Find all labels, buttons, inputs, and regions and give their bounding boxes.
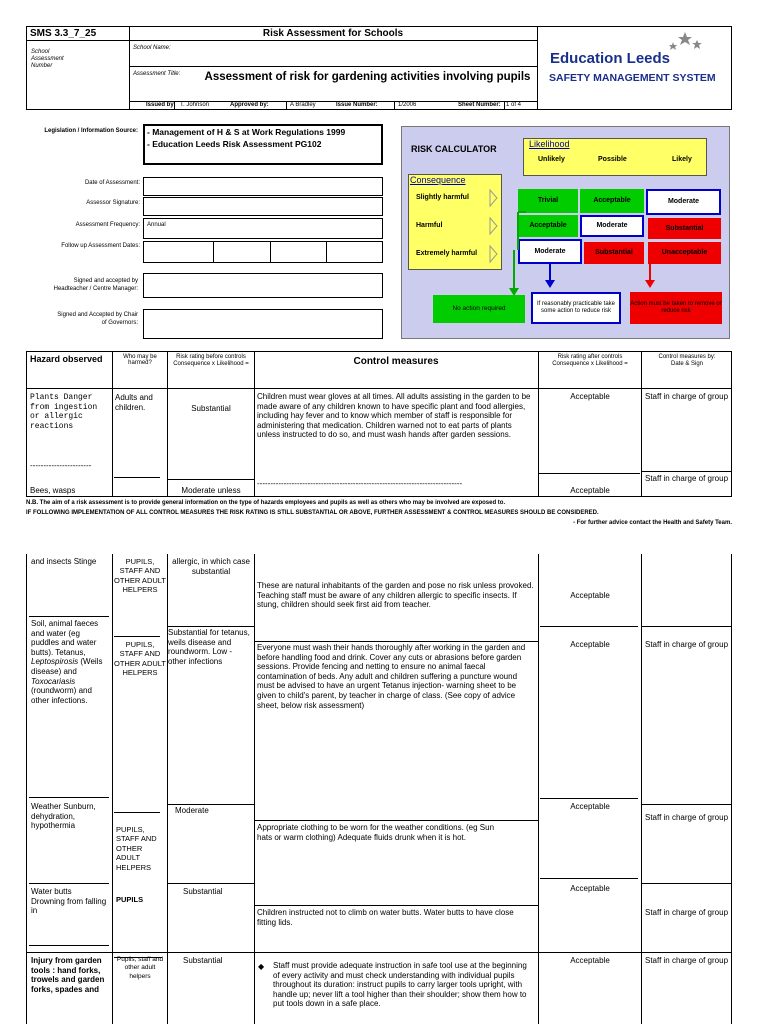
followup-field[interactable]: [143, 241, 383, 263]
consequence-label: Consequence: [410, 175, 466, 185]
likelihood-possible: Possible: [598, 156, 627, 163]
outcome-reduce-risk: If reasonably practicable take some action to reduce risk: [531, 292, 621, 324]
tools-who: Pupils, staff and other adult helpers: [116, 956, 164, 980]
weather-who: PUPILS, STAFF AND OTHER ADULT HELPERS: [116, 825, 157, 872]
chair-label-2: of Governors:: [101, 319, 138, 326]
chair-label-1: Signed and Accepted by Chair: [57, 312, 138, 318]
likelihood-likely: Likely: [672, 156, 692, 163]
col-rating-after-2: Consequence x Likelihood =: [552, 361, 628, 368]
soil-hazard-5: (roundworm) and other infections.: [31, 686, 92, 705]
date-label: Date of Assessment:: [84, 180, 140, 186]
sheet-number: 1 of 4: [506, 102, 522, 108]
col-by-2: Date & Sign: [670, 361, 704, 368]
note-1: N.B. The aim of a risk assessment is to provide general information on the type of hazards employees and pupils as well as others who may be involved are exposed to.: [26, 500, 506, 506]
water-after: Acceptable: [570, 884, 610, 893]
insects-after: Acceptable: [570, 591, 610, 600]
outcome-no-action: No action required: [433, 295, 525, 323]
signature-label: Assessor Signature:: [86, 200, 140, 206]
grid-unacceptable: Unacceptable: [648, 242, 721, 264]
row1-rating: Substantial: [191, 404, 231, 413]
tools-rating: Substantial: [183, 956, 223, 965]
row1-rating-2: Moderate unless: [181, 486, 241, 495]
col-rating-before-1: Risk rating before controls: [176, 354, 246, 360]
legislation-2: - Education Leeds Risk Assessment PG102: [147, 139, 322, 149]
legislation-1: - Management of H & S at Work Regulations 1999: [147, 127, 346, 137]
date-field[interactable]: [143, 177, 383, 196]
col-rating-before: [168, 354, 254, 368]
tools-hazard: Injury from garden tools : hand forks, trowels and garden forks, spades and: [31, 956, 105, 994]
soil-after: Acceptable: [570, 640, 610, 649]
weather-after: Acceptable: [570, 802, 610, 811]
logo-text: Education Leeds: [550, 50, 671, 67]
soil-hazard-1: Soil, animal faeces and water (eg puddles and water butts). Tetanus,: [31, 619, 99, 657]
grid-substantial-2: Substantial: [584, 242, 644, 264]
grid-acceptable-2: Acceptable: [518, 215, 578, 237]
soil-who: PUPILS, STAFF AND OTHER ADULT HELPERS: [114, 640, 166, 678]
doc-code: SMS 3.3_7_25: [30, 28, 97, 39]
school-name-label: School Name:: [133, 45, 171, 51]
sheet-number-label: Sheet Number:: [458, 102, 501, 108]
calculator-arrows-icon: [500, 210, 730, 300]
insects-hazard: and insects Stinge: [31, 557, 97, 566]
insects-who: PUPILS, STAFF AND OTHER ADULT HELPERS: [114, 557, 166, 595]
consequence-extremely: Extremely harmful: [416, 250, 478, 257]
issue-number-label: Issue Number:: [336, 102, 378, 108]
soil-hazard-4: Toxocariasis: [31, 676, 76, 686]
soil-hazard-3: (Weils disease) and: [31, 657, 103, 676]
col-rating-before-2: Consequence x Likelihood =: [173, 361, 249, 368]
row1-control-dashes: -----------------------------------------------------------------------------: [257, 479, 463, 488]
tools-control: Staff must provide adequate instruction in safe tool use at the beginning of every activity and must check understanding with individual pupils throughout its duration: instruct pupils to carry larger tools upright, with handle up; never lift a tool higher than their shoulder; show them how to put tools down in a safe place.: [273, 961, 527, 1009]
water-who: PUPILS: [116, 895, 144, 904]
row1-by: Staff in charge of group: [645, 392, 729, 401]
col-rating-after: [539, 354, 641, 368]
note-3: - For further advice contact the Health and Safety Team.: [573, 520, 732, 526]
row1-hazard: Plants Danger from ingestion or allergic reactions: [30, 393, 98, 431]
water-hazard: Water butts Drowning from falling in: [31, 887, 107, 916]
issue-number: 1/2006: [398, 102, 417, 108]
tools-after: Acceptable: [570, 956, 610, 965]
water-by: Staff in charge of group: [645, 908, 729, 917]
calculator-title: RISK CALCULATOR: [411, 144, 497, 154]
row1-who: Adults and children.: [115, 393, 153, 412]
head-label-1: Signed and accepted by: [73, 278, 138, 284]
consequence-slightly: Slightly harmful: [416, 194, 469, 201]
approved-by: A Bradley: [290, 102, 316, 108]
issued-by: T. Johnson: [180, 102, 210, 108]
insects-control: These are natural inhabitants of the garden and pose no risk unless provoked. Teaching staff must be aware of any children allergic to specific insects. If stung, children should seek first aid from teacher.: [257, 581, 534, 610]
weather-hazard: Weather Sunburn, dehydration, hypothermia: [31, 802, 96, 831]
head-label-2: Headteacher / Centre Manager:: [53, 285, 138, 292]
weather-by: Staff in charge of group: [645, 813, 729, 822]
col-rating-after-1: Risk rating after controls: [557, 354, 623, 360]
col-by-1: Control measures by:: [658, 354, 716, 360]
head-label: [22, 278, 138, 294]
soil-control: Everyone must wash their hands thoroughly after working in the garden and before handling food and drink. Cover any cuts or abrasions before garden sessions. Provide fencing and netting to ensure no animal faecal contamination of beds. Any adult and children suffering a puncture wound must be advised to have an urgent Tetanus injection- warning sheet to be given to child's parent, by teacher in charge of class. (See copy of advice sheet, below risk assessment): [257, 643, 526, 710]
signature-field[interactable]: [143, 197, 383, 216]
chair-signature-field[interactable]: [143, 309, 383, 339]
doc-title: Risk Assessment for Schools: [262, 28, 404, 39]
assessment-title-label: Assessment Title:: [133, 71, 181, 77]
water-control: Children instructed not to climb on water butts. Water butts to have close fitting lids.: [257, 908, 514, 927]
row1-after: Acceptable: [570, 392, 610, 401]
system-name: SAFETY MANAGEMENT SYSTEM: [549, 72, 716, 84]
followup-label: Follow up Assessment Dates:: [61, 243, 140, 249]
grid-acceptable-1: Acceptable: [580, 189, 644, 213]
insects-rating: allergic, in which case substantial: [172, 557, 250, 576]
chair-label: [22, 312, 138, 328]
col-by: [642, 354, 732, 368]
education-leeds-logo: [547, 30, 727, 70]
water-rating: Substantial: [183, 887, 223, 896]
row1-by-2: Staff in charge of group: [645, 474, 729, 483]
grid-moderate-1: Moderate: [646, 189, 721, 215]
outcome-action-required: Action must be taken to remove or reduce risk: [630, 292, 722, 324]
grid-trivial: Trivial: [518, 189, 578, 213]
frequency-value: Annual: [147, 222, 166, 228]
weather-control: Appropriate clothing to be worn for the weather conditions. (eg Sun hats or warm clothing) Adequate fluids drunk when it is hot.: [257, 823, 495, 842]
row1-control: Children must wear gloves at all times. All adults assisting in the garden to be made aware of any children known to have specific plant and food allergies, including hay fever and to know which member of staff is responsible for administering that medication. Children warned not to eat parts of plants unless instructed to do so, and must wash hands after garden sessions.: [257, 392, 531, 440]
soil-by: Staff in charge of group: [645, 640, 729, 649]
approved-by-label: Approved by:: [230, 102, 269, 108]
row1-after-2: Acceptable: [570, 486, 610, 495]
grid-substantial-1: Substantial: [648, 218, 721, 239]
likelihood-label: Likelihood: [529, 139, 570, 149]
row1-dashes: -----------------------: [30, 461, 92, 470]
col-who: Who may be harmed?: [123, 354, 157, 366]
tools-by: Staff in charge of group: [645, 956, 729, 965]
soil-rating: Substantial for tetanus, weils disease and roundworm. Low - other infections: [168, 628, 250, 666]
weather-rating: Moderate: [175, 806, 209, 815]
head-signature-field[interactable]: [143, 273, 383, 298]
assessment-title: Assessment of risk for gardening activities involving pupils: [204, 71, 531, 83]
row1-hazard-2: Bees, wasps: [30, 486, 76, 495]
grid-moderate-2: Moderate: [580, 215, 644, 237]
col-control: Control measures: [353, 356, 439, 367]
frequency-field[interactable]: [143, 218, 383, 239]
note-2: IF FOLLOWING IMPLEMENTATION OF ALL CONTROL MEASURES THE RISK RATING IS STILL SUBSTANTIAL OR ABOVE, FURTHER ASSESSMENT & CONTROL MEASURES SHOULD BE CONSIDERED.: [26, 510, 599, 516]
issued-by-label: Issued by:: [146, 102, 176, 108]
grid-moderate-3: Moderate: [518, 239, 582, 264]
soil-hazard-2: Leptospirosis: [31, 657, 79, 667]
consequence-harmful: Harmful: [416, 222, 443, 229]
frequency-label: Assessment Frequency:: [75, 222, 140, 228]
school-assessment-number-label: School Assessment Number: [31, 49, 64, 70]
soil-hazard: [31, 619, 109, 705]
likelihood-unlikely: Unlikely: [538, 156, 565, 163]
col-hazard: Hazard observed: [30, 354, 103, 364]
legislation-label: Legislation / Information Source:: [44, 128, 138, 134]
tools-bullet-icon: ◆: [258, 962, 265, 971]
